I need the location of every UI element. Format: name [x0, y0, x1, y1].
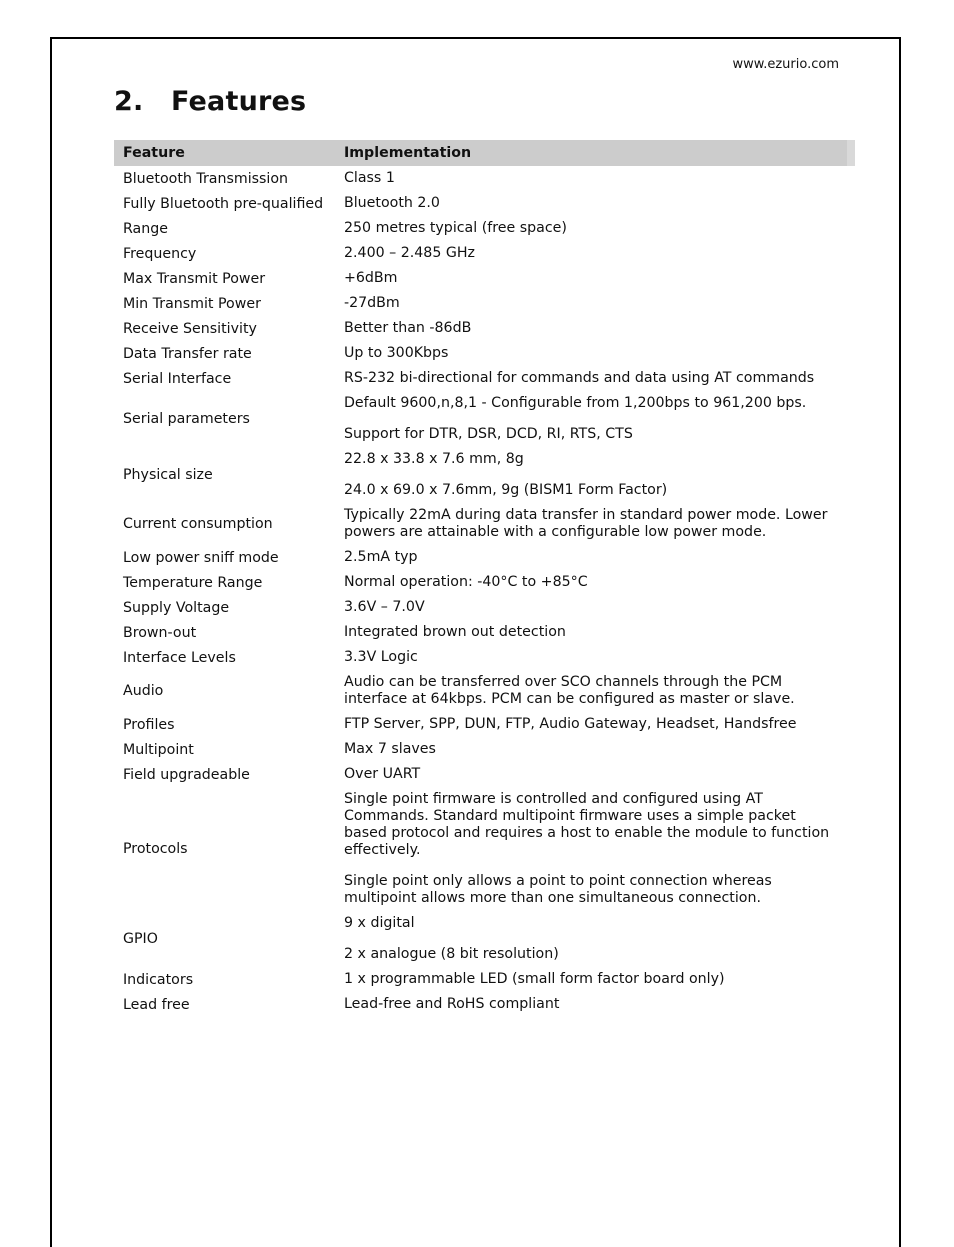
implementation-text: 3.3V Logic	[344, 649, 418, 665]
implementation-text: Integrated brown out detection	[344, 624, 566, 640]
implementation-cell	[335, 391, 851, 447]
feature-cell: Serial Interface	[123, 370, 232, 387]
implementation-cell	[335, 992, 851, 1017]
feature-cell: Temperature Range	[123, 574, 263, 591]
table-row	[114, 992, 851, 1017]
implementation-text: 24.0 x 69.0 x 7.6mm, 9g (BISM1 Form Factor)	[344, 482, 668, 498]
feature-cell: Brown-out	[123, 624, 197, 641]
table-row	[114, 967, 851, 992]
feature-cell: GPIO	[123, 931, 158, 947]
implementation-text: Bluetooth 2.0	[344, 195, 440, 211]
implementation-cell	[335, 216, 851, 241]
implementation-cell	[335, 545, 851, 570]
feature-cell: Audio	[123, 683, 164, 699]
implementation-text: Audio can be transferred over SCO channels through the PCM interface at 64kbps. PCM can be configured as master or slave.	[344, 674, 795, 707]
feature-cell: Frequency	[123, 245, 197, 262]
implementation-cell	[335, 570, 851, 595]
feature-cell: Serial parameters	[123, 411, 250, 427]
table-row	[114, 316, 851, 341]
table-row	[114, 391, 851, 447]
implementation-text: Normal operation: -40°C to +85°C	[344, 574, 588, 590]
feature-cell: Profiles	[123, 716, 175, 733]
features-table-body	[114, 166, 851, 1017]
implementation-text: 3.6V – 7.0V	[344, 599, 425, 615]
implementation-text: Class 1	[344, 170, 395, 186]
feature-cell: Indicators	[123, 971, 194, 988]
feature-cell: Max Transmit Power	[123, 270, 266, 287]
feature-cell: Protocols	[123, 841, 188, 857]
implementation-cell	[335, 645, 851, 670]
implementation-text: Typically 22mA during data transfer in standard power mode. Lower powers are attainable with a configurable low power mode.	[344, 507, 828, 540]
table-row	[114, 712, 851, 737]
implementation-text: Up to 300Kbps	[344, 345, 449, 361]
implementation-cell	[335, 191, 851, 216]
implementation-cell	[335, 447, 851, 503]
implementation-cell	[335, 266, 851, 291]
implementation-cell	[335, 166, 851, 191]
table-row	[114, 216, 851, 241]
implementation-text: 2.400 – 2.485 GHz	[344, 245, 475, 261]
implementation-cell	[335, 341, 851, 366]
table-row	[114, 787, 851, 911]
table-row	[114, 737, 851, 762]
table-row	[114, 911, 851, 967]
implementation-text: Single point only allows a point to point connection whereas multipoint allows more than one simultaneous connection.	[344, 873, 772, 906]
table-row	[114, 645, 851, 670]
feature-cell: Current consumption	[123, 516, 273, 532]
implementation-cell	[335, 967, 851, 992]
implementation-text: +6dBm	[344, 270, 398, 286]
table-row	[114, 191, 851, 216]
implementation-text: FTP Server, SPP, DUN, FTP, Audio Gateway, Headset, Handsfree	[344, 716, 797, 732]
implementation-text: Better than -86dB	[344, 320, 472, 336]
feature-cell: Receive Sensitivity	[123, 320, 257, 337]
feature-cell: Fully Bluetooth pre-qualified	[123, 195, 324, 212]
implementation-cell	[335, 503, 851, 545]
table-row	[114, 341, 851, 366]
feature-cell: Field upgradeable	[123, 766, 250, 783]
implementation-cell	[335, 595, 851, 620]
table-row	[114, 266, 851, 291]
table-row	[114, 762, 851, 787]
table-header-row	[114, 140, 851, 166]
feature-cell: Supply Voltage	[123, 599, 230, 616]
implementation-text: RS-232 bi-directional for commands and data using AT commands	[344, 370, 815, 386]
implementation-text: Over UART	[344, 766, 421, 782]
table-row	[114, 447, 851, 503]
feature-cell: Interface Levels	[123, 649, 236, 666]
section-title-text: Features	[171, 86, 307, 117]
implementation-text: 250 metres typical (free space)	[344, 220, 567, 236]
implementation-text: Support for DTR, DSR, DCD, RI, RTS, CTS	[344, 426, 633, 442]
feature-cell: Lead free	[123, 996, 190, 1013]
column-header-implementation: Implementation	[335, 140, 851, 166]
implementation-cell	[335, 762, 851, 787]
header-url: www.ezurio.com	[732, 57, 839, 72]
implementation-cell	[335, 737, 851, 762]
implementation-text: -27dBm	[344, 295, 400, 311]
feature-cell: Low power sniff mode	[123, 549, 279, 566]
implementation-cell	[335, 366, 851, 391]
table-row	[114, 570, 851, 595]
table-row	[114, 595, 851, 620]
implementation-text: 2 x analogue (8 bit resolution)	[344, 946, 559, 962]
feature-cell: Min Transmit Power	[123, 295, 261, 312]
table-row	[114, 620, 851, 645]
implementation-cell	[335, 670, 851, 712]
implementation-text: Single point firmware is controlled and configured using AT Commands. Standard multipoint firmware uses a simple packet based protocol and requires a host to enable the module to function effectively.	[344, 791, 830, 858]
implementation-text: Default 9600,n,8,1 - Configurable from 1,200bps to 961,200 bps.	[344, 395, 807, 411]
feature-cell: Multipoint	[123, 741, 194, 758]
table-row	[114, 366, 851, 391]
implementation-text: 9 x digital	[344, 915, 415, 931]
implementation-cell	[335, 291, 851, 316]
table-row	[114, 291, 851, 316]
implementation-text: Lead-free and RoHS compliant	[344, 996, 560, 1012]
section-title	[114, 86, 306, 117]
table-row	[114, 670, 851, 712]
feature-cell: Physical size	[123, 467, 213, 483]
implementation-text: 2.5mA typ	[344, 549, 418, 565]
implementation-cell	[335, 911, 851, 967]
table-row	[114, 503, 851, 545]
implementation-cell	[335, 712, 851, 737]
implementation-cell	[335, 316, 851, 341]
feature-cell: Data Transfer rate	[123, 345, 252, 362]
section-number: 2.	[114, 86, 144, 117]
features-table	[114, 140, 855, 1017]
table-row	[114, 241, 851, 266]
implementation-cell	[335, 787, 851, 911]
implementation-text: 1 x programmable LED (small form factor board only)	[344, 971, 725, 987]
implementation-text: Max 7 slaves	[344, 741, 436, 757]
table-row	[114, 545, 851, 570]
implementation-cell	[335, 241, 851, 266]
table-row	[114, 166, 851, 191]
column-header-feature: Feature	[114, 140, 335, 166]
feature-cell: Range	[123, 220, 168, 237]
implementation-cell	[335, 620, 851, 645]
implementation-text: 22.8 x 33.8 x 7.6 mm, 8g	[344, 451, 524, 467]
feature-cell: Bluetooth Transmission	[123, 170, 289, 187]
